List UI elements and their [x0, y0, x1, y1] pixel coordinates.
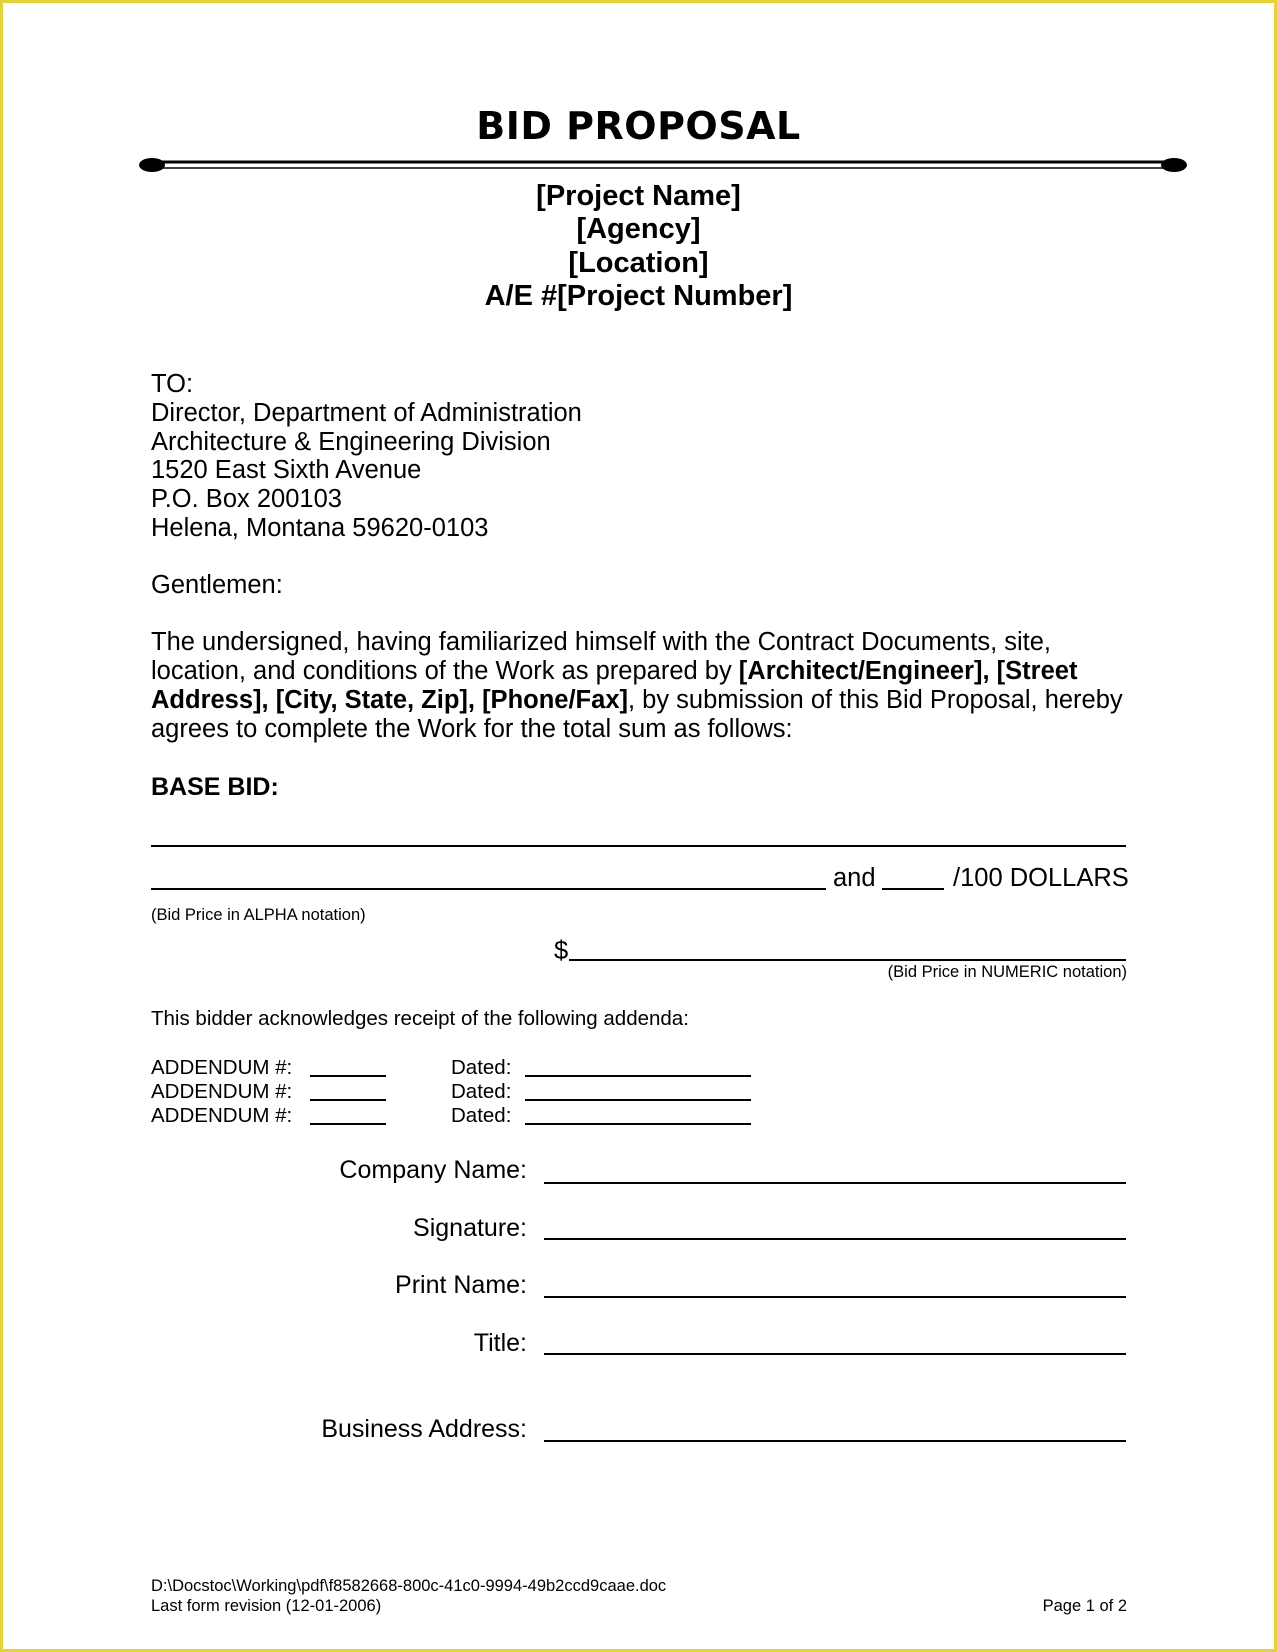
address-to: TO: — [151, 370, 194, 398]
signature-label: Signature: — [413, 1214, 527, 1242]
addendum-number-line[interactable] — [310, 1075, 386, 1077]
addendum-dated-label: Dated: — [451, 1056, 512, 1079]
footer-page-number: Page 1 of 2 — [1042, 1597, 1127, 1615]
addenda-intro: This bidder acknowledges receipt of the following addenda: — [151, 1007, 689, 1030]
paragraph-architect-info: [Architect/Engineer], [Street Address], [City, State, Zip], [Phone/Fax] — [151, 657, 1078, 714]
company-name-line[interactable] — [544, 1182, 1126, 1184]
agency: [Agency] — [576, 213, 701, 245]
paragraph-text-2: , by submission of this Bid Proposal, hereby agrees to complete the Work for the total sum as follows: — [151, 686, 1123, 743]
signature-line[interactable] — [544, 1238, 1126, 1240]
address-line-1: Director, Department of Administration — [151, 399, 582, 427]
salutation: Gentlemen: — [151, 571, 283, 599]
addendum-date-line[interactable] — [525, 1075, 751, 1077]
project-name: [Project Name] — [536, 180, 741, 212]
addendum-date-line[interactable] — [525, 1099, 751, 1101]
dollars-label: /100 DOLLARS — [953, 864, 1129, 892]
project-number: A/E #[Project Number] — [484, 280, 793, 312]
alpha-notation-note: (Bid Price in ALPHA notation) — [151, 906, 366, 924]
dollar-sign: $ — [554, 937, 569, 965]
business-address-line[interactable] — [544, 1440, 1126, 1442]
address-line-4: P.O. Box 200103 — [151, 485, 342, 513]
title-label: Title: — [473, 1329, 527, 1357]
addendum-label: ADDENDUM #: — [151, 1104, 293, 1127]
bid-paragraph — [151, 628, 1136, 744]
title-line[interactable] — [544, 1353, 1126, 1355]
addendum-label: ADDENDUM #: — [151, 1056, 293, 1079]
footer-file-path: D:\Docstoc\Working\pdf\f8582668-800c-41c0-9994-49b2ccd9caae.doc — [151, 1577, 667, 1595]
print-name-label: Print Name: — [395, 1271, 527, 1299]
addendum-number-line[interactable] — [310, 1123, 386, 1125]
base-bid-heading: BASE BID: — [151, 773, 279, 801]
document-title: BID PROPOSAL — [476, 104, 801, 148]
addendum-dated-label: Dated: — [451, 1080, 512, 1103]
bid-alpha-line-1[interactable] — [151, 845, 1126, 847]
print-name-line[interactable] — [544, 1296, 1126, 1298]
cents-line[interactable] — [882, 888, 944, 890]
bid-numeric-line[interactable] — [569, 959, 1126, 961]
business-address-label: Business Address: — [321, 1415, 527, 1443]
addendum-dated-label: Dated: — [451, 1104, 512, 1127]
address-line-3: 1520 East Sixth Avenue — [151, 456, 422, 484]
numeric-notation-note: (Bid Price in NUMERIC notation) — [887, 963, 1127, 981]
footer-revision: Last form revision (12-01-2006) — [151, 1597, 382, 1615]
and-label: and — [833, 864, 876, 892]
paragraph-text-1: The undersigned, having familiarized himself with the Contract Documents, site, location, and conditions of the Work as prepared by — [151, 628, 1052, 685]
divider-right-dot — [1161, 158, 1187, 172]
addendum-date-line[interactable] — [525, 1123, 751, 1125]
addendum-number-line[interactable] — [310, 1099, 386, 1101]
divider-left-dot — [139, 158, 165, 172]
addendum-label: ADDENDUM #: — [151, 1080, 293, 1103]
bid-alpha-line-2[interactable] — [151, 888, 826, 890]
title-divider — [135, 152, 1191, 176]
address-line-2: Architecture & Engineering Division — [151, 428, 551, 456]
address-line-5: Helena, Montana 59620-0103 — [151, 514, 489, 542]
location: [Location] — [568, 247, 709, 279]
company-name-label: Company Name: — [339, 1156, 527, 1184]
